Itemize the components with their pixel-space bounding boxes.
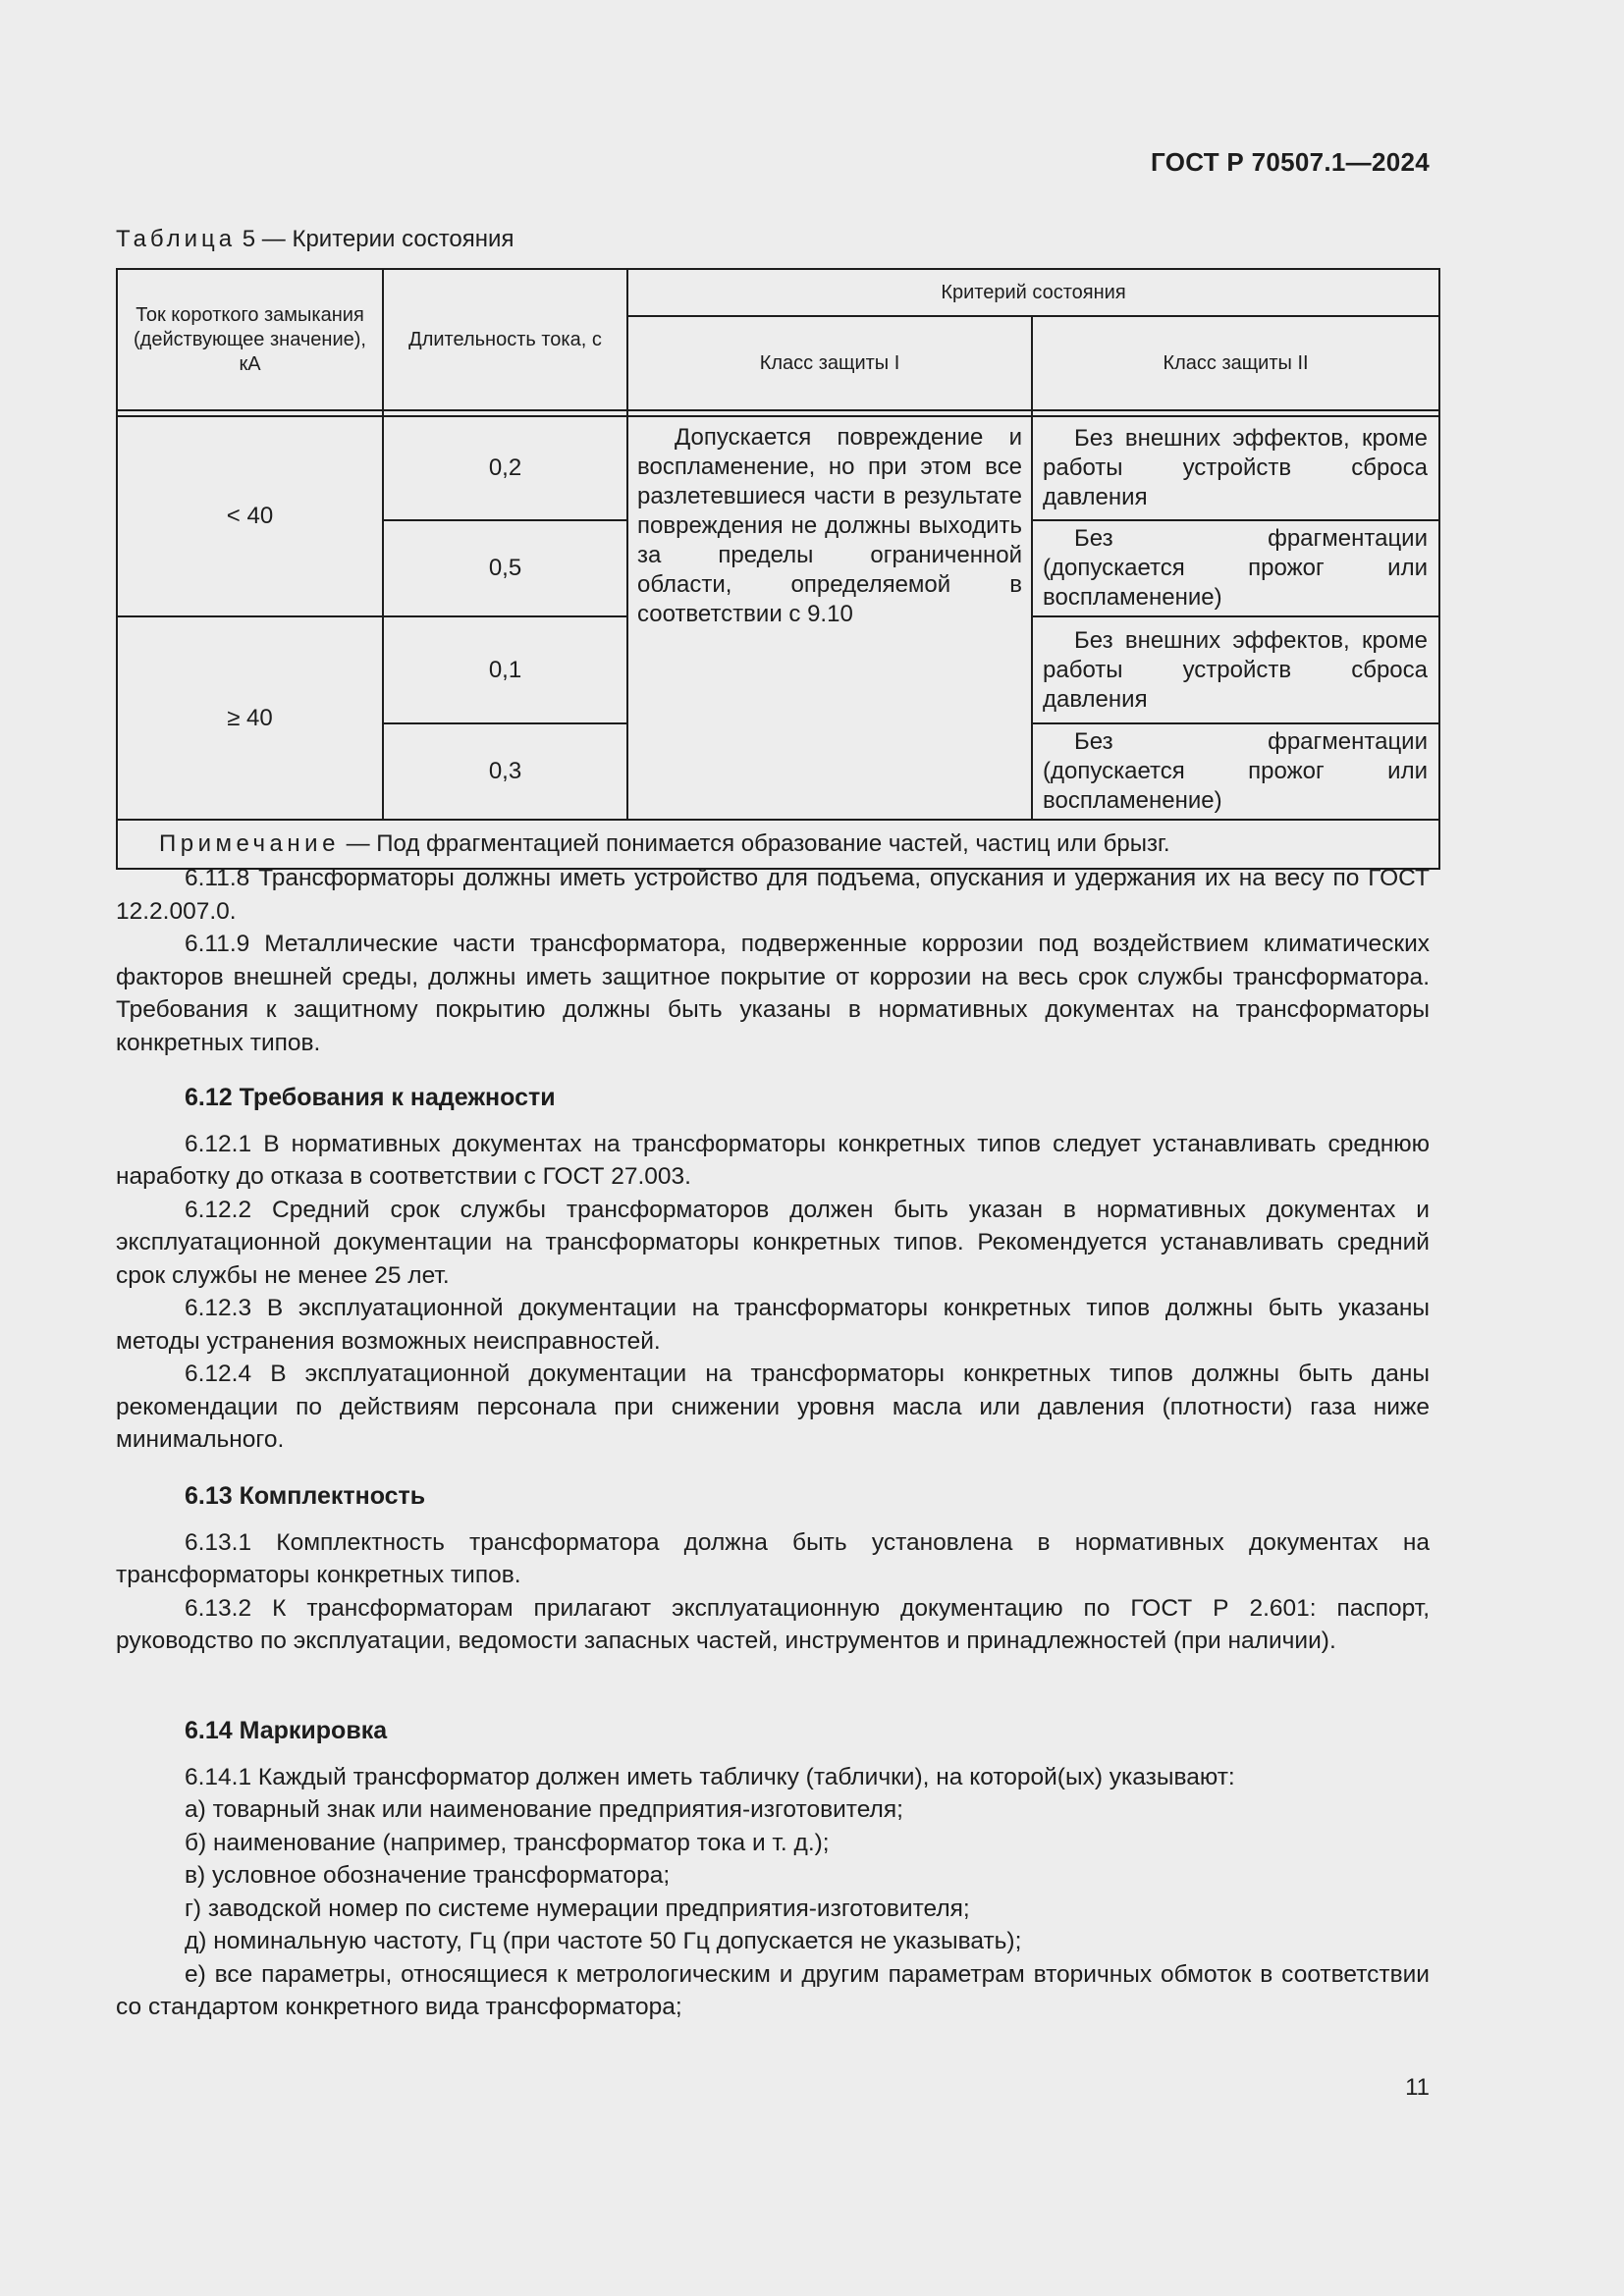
paragraph-6-12-4: 6.12.4 В эксплуатационной документации на трансформаторы конкретных типов должны быть даны рекомендации по действиям персонала при снижении уровня масла или давления (плотности) газа ниже минимального. [116,1361,1430,1453]
heading-6-13: 6.13 Комплектность [185,1482,426,1510]
cell-current: < 40 [117,416,383,616]
class2-text: Без внешних эффектов, кроме работы устройств сброса давления [1043,425,1428,510]
class1-text: Допускается повреждение и воспламенение, но при этом все разлетевшиеся части в результате повреждения не должны выходить за пределы ограниченной области, определяемой в соответствии с 9.10 [637,424,1022,627]
header-criterion: Критерий состояния [627,269,1439,316]
cell-duration: 0,2 [383,416,627,520]
cell-class2 [1032,416,1439,520]
list-item: в) условное обозначение трансформатора; [185,1862,671,1889]
class2-text: Без внешних эффектов, кроме работы устройств сброса давления [1043,626,1428,713]
criteria-table [116,268,1440,870]
class2-text: Без фрагментации (допускается прожог или воспламенение) [1043,525,1428,611]
paragraph-6-13-2: 6.13.2 К трансформаторам прилагают эксплуатационную документацию по ГОСТ Р 2.601: паспорт, руководство по эксплуатации, ведомости запасных частей, инструментов и принадлежностей (при наличии). [116,1594,1430,1654]
list-item: е) все параметры, относящиеся к метрологическим и другим параметрам вторичных обмоток в соответствии со стандартом конкретного вида трансформатора; [116,1960,1430,2020]
table-row [117,416,1439,520]
section-6-11 [116,862,1430,1059]
section-6-12 [116,1082,1430,1457]
paragraph-6-11-9: 6.11.9 Металлические части трансформатора, подверженные коррозии под воздействием климатических факторов внешней среды, должны иметь защитное покрытие от коррозии на весь срок службы трансформатора. Требования к защитному покрытию должны быть указаны в нормативных документах на трансформаторы конкретных типов. [116,931,1430,1056]
list-item: а) товарный знак или наименование предприятия-изготовителя; [185,1796,903,1823]
note-prefix: Примечание [159,830,340,857]
header-class1: Класс защиты I [627,316,1032,410]
paragraph-6-14-1: 6.14.1 Каждый трансформатор должен иметь табличку (таблички), на которой(ых) указывают: [185,1763,1235,1790]
list-item: б) наименование (например, трансформатор тока и т. д.); [185,1829,830,1856]
table-caption-title: 5 — Критерии состояния [236,226,514,252]
heading-6-12: 6.12 Требования к надежности [185,1084,556,1111]
page-number: 11 [1405,2074,1430,2101]
cell-duration: 0,3 [383,723,627,820]
table-caption-prefix: Таблица [116,226,237,252]
header-class2: Класс защиты II [1032,316,1439,410]
section-6-14 [116,1715,1430,2024]
list-item: г) заводской номер по системе нумерации предприятия-изготовителя; [185,1895,970,1922]
paragraph-6-11-8: 6.11.8 Трансформаторы должны иметь устройство для подъема, опускания и удержания их на весу по ГОСТ 12.2.007.0. [116,865,1430,925]
document-header: ГОСТ Р 70507.1—2024 [1151,147,1430,177]
paragraph-6-12-3: 6.12.3 В эксплуатационной документации на трансформаторы конкретных типов должны быть указаны методы устранения возможных неисправностей. [116,1295,1430,1355]
header-duration: Длительность тока, с [383,269,627,410]
cell-class2 [1032,520,1439,616]
cell-class2 [1032,616,1439,723]
table-caption [116,226,514,253]
header-current: Ток короткого замыкания (действующее значение), кА [117,269,383,410]
cell-duration: 0,1 [383,616,627,723]
paragraph-6-12-1: 6.12.1 В нормативных документах на трансформаторы конкретных типов следует устанавливать среднюю наработку до отказа в соответствии с ГОСТ 27.003. [116,1130,1430,1190]
list-item: д) номинальную частоту, Гц (при частоте 50 Гц допускается не указывать); [185,1928,1022,1954]
cell-duration: 0,5 [383,520,627,616]
cell-class1 [627,416,1032,820]
heading-6-14: 6.14 Маркировка [185,1717,388,1744]
cell-current: ≥ 40 [117,616,383,820]
paragraph-6-12-2: 6.12.2 Средний срок службы трансформаторов должен быть указан в нормативных документах и эксплуатационной документации на трансформаторы конкретных типов. Рекомендуется устанавливать средний срок службы не менее 25 лет. [116,1196,1430,1289]
cell-class2 [1032,723,1439,820]
paragraph-6-13-1: 6.13.1 Комплектность трансформатора должна быть установлена в нормативных документах на трансформаторы конкретных типов. [116,1528,1430,1588]
note-text: — Под фрагментацией понимается образование частей, частиц или брызг. [339,830,1170,857]
section-6-13 [116,1480,1430,1658]
class2-text: Без фрагментации (допускается прожог или воспламенение) [1043,728,1428,814]
